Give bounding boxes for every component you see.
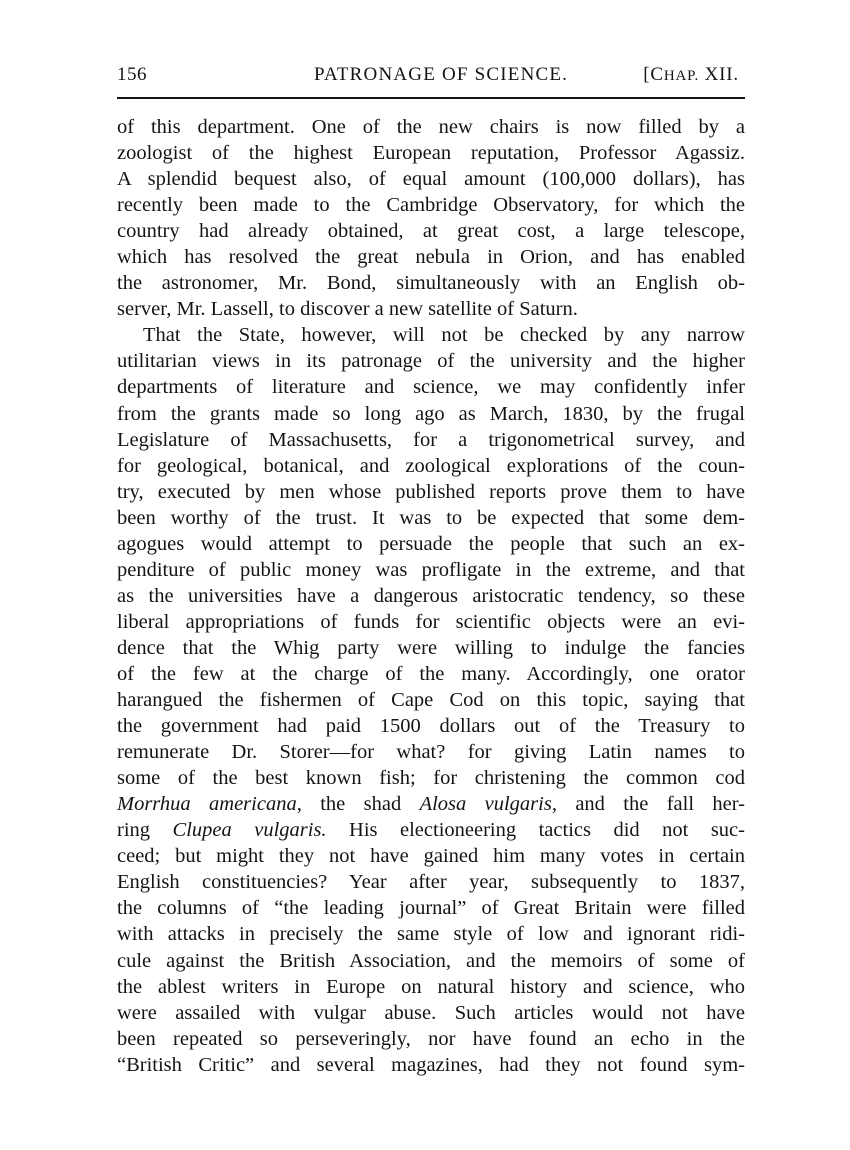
text-line: recently been made to the Cambridge Observatory, for which the	[117, 194, 745, 217]
text-line: utilitarian views in its patronage of the university and the higher	[117, 350, 745, 373]
header-rule	[117, 97, 745, 99]
text-line: cule against the British Association, and the memoirs of some of	[117, 949, 745, 972]
text-line: ceed; but might they not have gained him many votes in certain	[117, 845, 745, 868]
text-line: the astronomer, Mr. Bond, simultaneously with an English ob-	[117, 272, 745, 295]
text-line: agogues would attempt to persuade the people that such an ex-	[117, 532, 745, 555]
text-line: remunerate Dr. Storer—for what? for giving Latin names to	[117, 741, 745, 764]
body-text	[117, 114, 745, 1078]
text-line: some of the best known fish; for christening the common cod	[117, 767, 745, 790]
text-line: for geological, botanical, and zoological explorations of the coun-	[117, 454, 745, 477]
text-fragment: and the fall her-	[556, 793, 745, 816]
text-line: been repeated so perseveringly, nor have found an echo in the	[117, 1027, 745, 1050]
text-line: country had already obtained, at great cost, a large telescope,	[117, 220, 745, 243]
page-number: 156	[117, 64, 147, 85]
text-line: of the few at the charge of the many. Accordingly, one orator	[117, 662, 745, 685]
text-line: That the State, however, will not be checked by any narrow	[143, 324, 745, 347]
text-line: which has resolved the great nebula in Orion, and has enabled	[117, 246, 745, 269]
text-line: with attacks in precisely the same style of low and ignorant ridi-	[117, 923, 745, 946]
text-line: of this department. One of the new chairs is now filled by a	[117, 116, 745, 138]
text-line: departments of literature and science, we may confidently infer	[117, 376, 745, 399]
text-line: were assailed with vulgar abuse. Such articles would not have	[117, 1001, 745, 1024]
text-line: liberal appropriations of funds for scientific objects were an evi-	[117, 610, 745, 633]
text-line: the ablest writers in Europe on natural history and science, who	[117, 975, 745, 998]
running-title: PATRONAGE OF SCIENCE.	[314, 64, 569, 85]
text-line: server, Mr. Lassell, to discover a new satellite of Saturn.	[117, 298, 578, 321]
text-line: from the grants made so long ago as March, 1830, by the frugal	[117, 402, 745, 425]
text-line: A splendid bequest also, of equal amount (100,000 dollars), has	[117, 168, 745, 191]
text-line: penditure of public money was profligate in the extreme, and that	[117, 558, 745, 581]
text-line: been worthy of the trust. It was to be expected that some dem-	[117, 506, 745, 529]
text-line: Legislature of Massachusetts, for a trigonometrical survey, and	[117, 428, 745, 451]
text-line: the columns of “the leading journal” of Great Britain were filled	[117, 897, 745, 920]
text-line: try, executed by men whose published reports prove them to have	[117, 480, 745, 503]
species-line	[117, 791, 745, 817]
text-line: “British Critic” and several magazines, had they not found sym-	[117, 1053, 745, 1076]
species-line	[117, 817, 745, 843]
text-fragment: the shad	[301, 793, 420, 816]
text-line: as the universities have a dangerous aristocratic tendency, so these	[117, 584, 745, 607]
species-name: Alosa vulgaris,	[419, 793, 557, 816]
species-name: Clupea vulgaris.	[172, 819, 327, 842]
text-line: dence that the Whig party were willing to indulge the fancies	[117, 636, 745, 659]
text-line: English constituencies? Year after year, subsequently to 1837,	[117, 871, 745, 894]
text-line: harangued the fishermen of Cape Cod on this topic, saying that	[117, 689, 745, 712]
text-fragment: His electioneering tactics did not suc-	[326, 819, 745, 842]
text-line: zoologist of the highest European reputation, Professor Agassiz.	[117, 142, 745, 165]
text-fragment: ring	[117, 819, 173, 842]
page-header	[117, 64, 745, 88]
chapter-label: [CHAP. XII.	[643, 64, 739, 85]
text-line: the government had paid 1500 dollars out of the Treasury to	[117, 715, 745, 738]
species-name: Morrhua americana,	[117, 793, 302, 816]
